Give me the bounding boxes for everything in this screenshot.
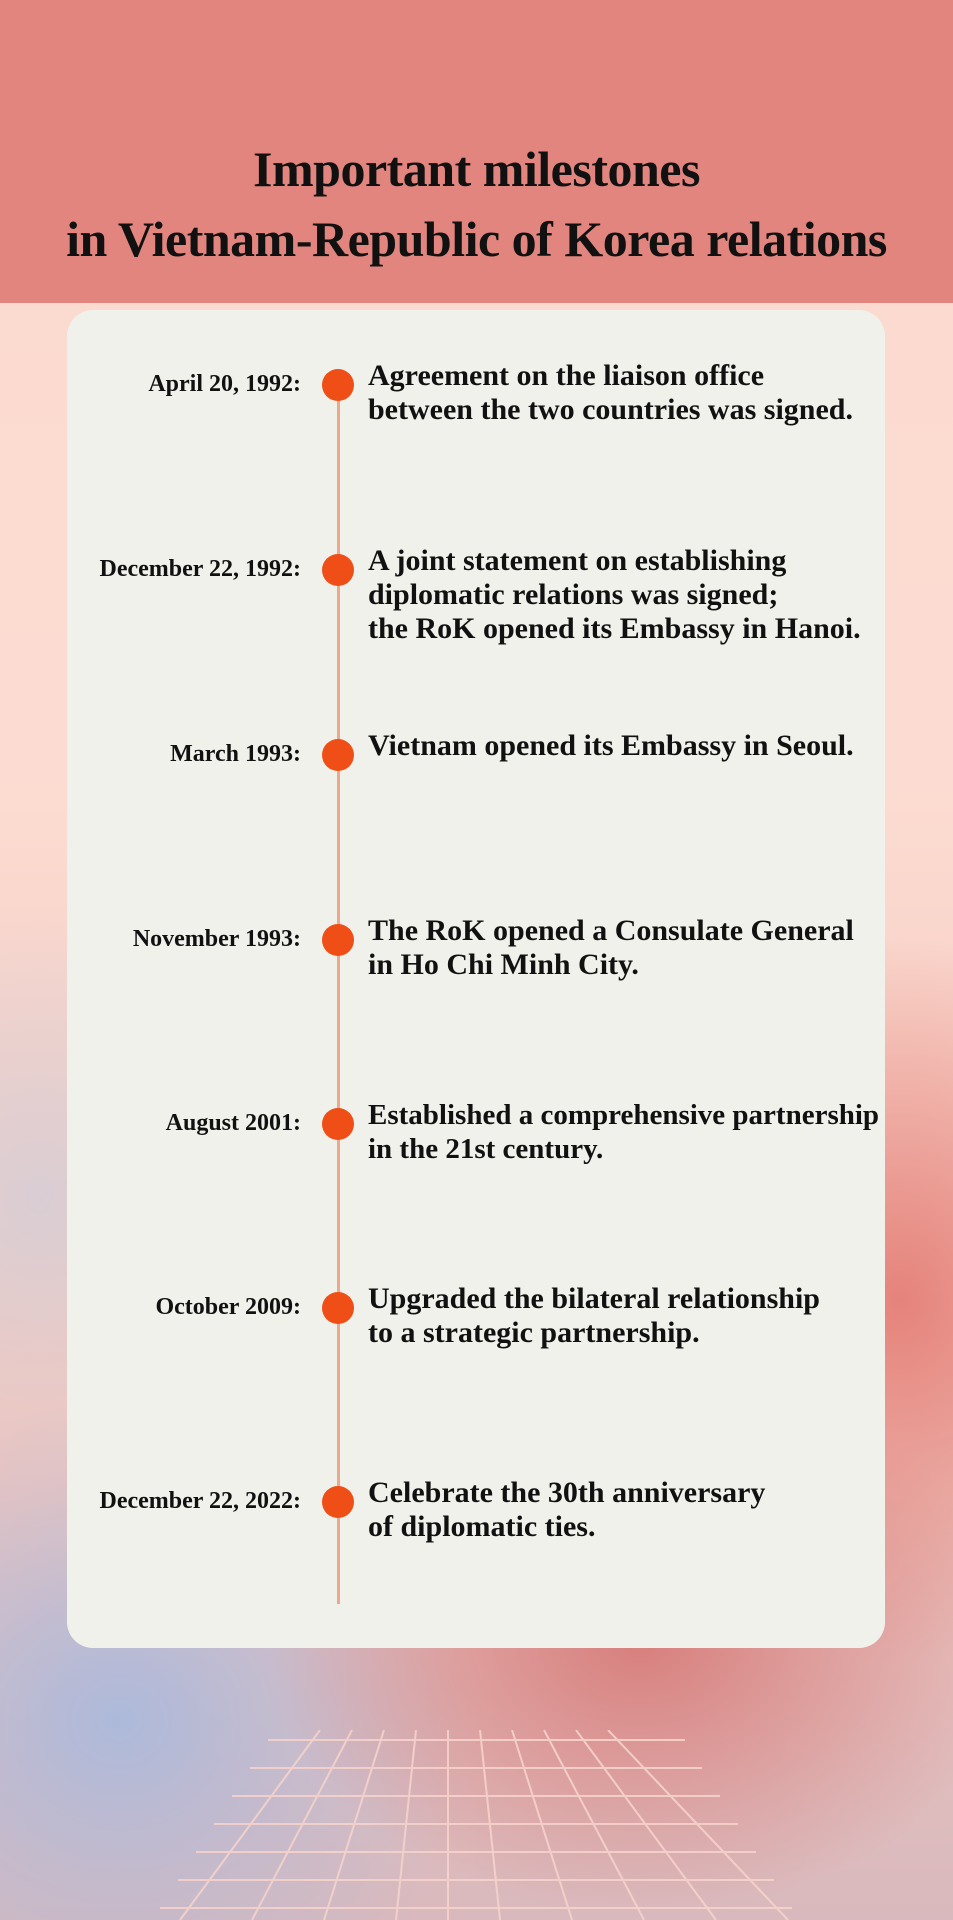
event-description xyxy=(368,1098,888,1166)
timeline-dot xyxy=(322,739,354,771)
event-line: in Ho Chi Minh City. xyxy=(368,948,639,981)
event-date: April 20, 1992: xyxy=(148,371,301,397)
event-description xyxy=(368,1476,888,1544)
event-line: Established a comprehensive partnership xyxy=(368,1099,880,1131)
event-date: December 22, 2022: xyxy=(99,1488,301,1514)
event-line: Vietnam opened its Embassy in Seoul. xyxy=(368,729,854,762)
timeline-dot xyxy=(322,924,354,956)
event-description xyxy=(368,359,888,427)
event-line: between the two countries was signed. xyxy=(368,393,853,426)
event-line: The RoK opened a Consulate General xyxy=(368,914,854,947)
event-description xyxy=(368,729,888,763)
event-line: A joint statement on establishing xyxy=(368,544,787,577)
timeline-dot xyxy=(322,554,354,586)
grid-floor-decoration xyxy=(0,1730,953,1920)
timeline-dot xyxy=(322,1108,354,1140)
event-line: Agreement on the liaison office xyxy=(368,359,765,392)
event-date: November 1993: xyxy=(132,926,301,952)
timeline-dot xyxy=(322,1292,354,1324)
timeline-dot xyxy=(322,369,354,401)
event-line: the RoK opened its Embassy in Hanoi. xyxy=(368,612,861,645)
event-line: to a strategic partnership. xyxy=(368,1316,700,1349)
event-description xyxy=(368,1282,888,1350)
event-date: August 2001: xyxy=(165,1110,301,1136)
title-line-1: Important milestones xyxy=(253,141,700,197)
event-line: in the 21st century. xyxy=(368,1133,604,1165)
timeline-dot xyxy=(322,1486,354,1518)
event-line: diplomatic relations was signed; xyxy=(368,578,779,611)
event-description xyxy=(368,544,888,646)
event-line: Upgraded the bilateral relationship xyxy=(368,1282,820,1315)
event-date: December 22, 1992: xyxy=(99,556,301,582)
page-title xyxy=(0,134,953,274)
event-line: Celebrate the 30th anniversary xyxy=(368,1476,766,1509)
event-description xyxy=(368,914,888,982)
event-date: March 1993: xyxy=(170,741,301,767)
event-line: of diplomatic ties. xyxy=(368,1510,596,1543)
title-line-2: in Vietnam-Republic of Korea relations xyxy=(66,211,887,267)
event-date: October 2009: xyxy=(155,1294,301,1320)
